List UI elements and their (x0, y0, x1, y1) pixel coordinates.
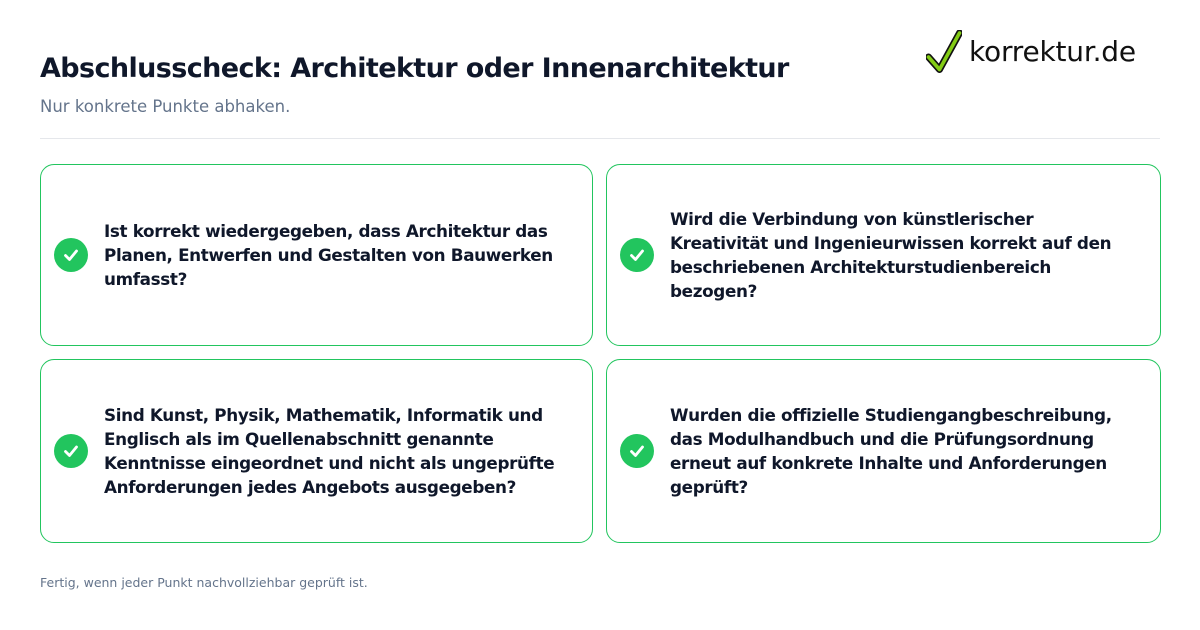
footer-note: Fertig, wenn jeder Punkt nachvollziehbar geprüft ist. (40, 575, 368, 590)
brand-logo (926, 28, 1136, 76)
check-icon (620, 434, 654, 468)
checklist-item-text: Ist korrekt wiedergegeben, dass Architektur das Planen, Entwerfen und Gestalten von Bauwerken umfasst? (104, 221, 553, 289)
page-title: Abschlusscheck: Architektur oder Innenarchitektur (40, 53, 789, 84)
header-divider (40, 138, 1160, 139)
check-icon (54, 434, 88, 468)
checklist-item (40, 164, 593, 346)
checklist-item-text: Wird die Verbindung von künstlerischer Kreativität und Ingenieurwissen korrekt auf den beschriebenen Architekturstudienbereich bezogen? (670, 209, 1112, 301)
checklist-item (606, 359, 1161, 543)
page-subtitle: Nur konkrete Punkte abhaken. (40, 97, 291, 116)
checklist-item-text: Wurden die offizielle Studiengangbeschreibung, das Modulhandbuch und die Prüfungsordnung erneut auf konkrete Inhalte und Anforderungen geprüft? (670, 405, 1112, 497)
check-icon (620, 238, 654, 272)
checklist-item-text: Sind Kunst, Physik, Mathematik, Informatik und Englisch als im Quellenabschnitt genannte Kenntnisse eingeordnet und nicht als ungeprüfte Anforderungen jedes Angebots ausgegeben? (104, 405, 555, 497)
logo-wordmark: korrektur.de (969, 35, 1136, 68)
checklist-item (606, 164, 1161, 346)
check-icon (54, 238, 88, 272)
checkmark-icon (926, 30, 962, 74)
checklist-item (40, 359, 593, 543)
